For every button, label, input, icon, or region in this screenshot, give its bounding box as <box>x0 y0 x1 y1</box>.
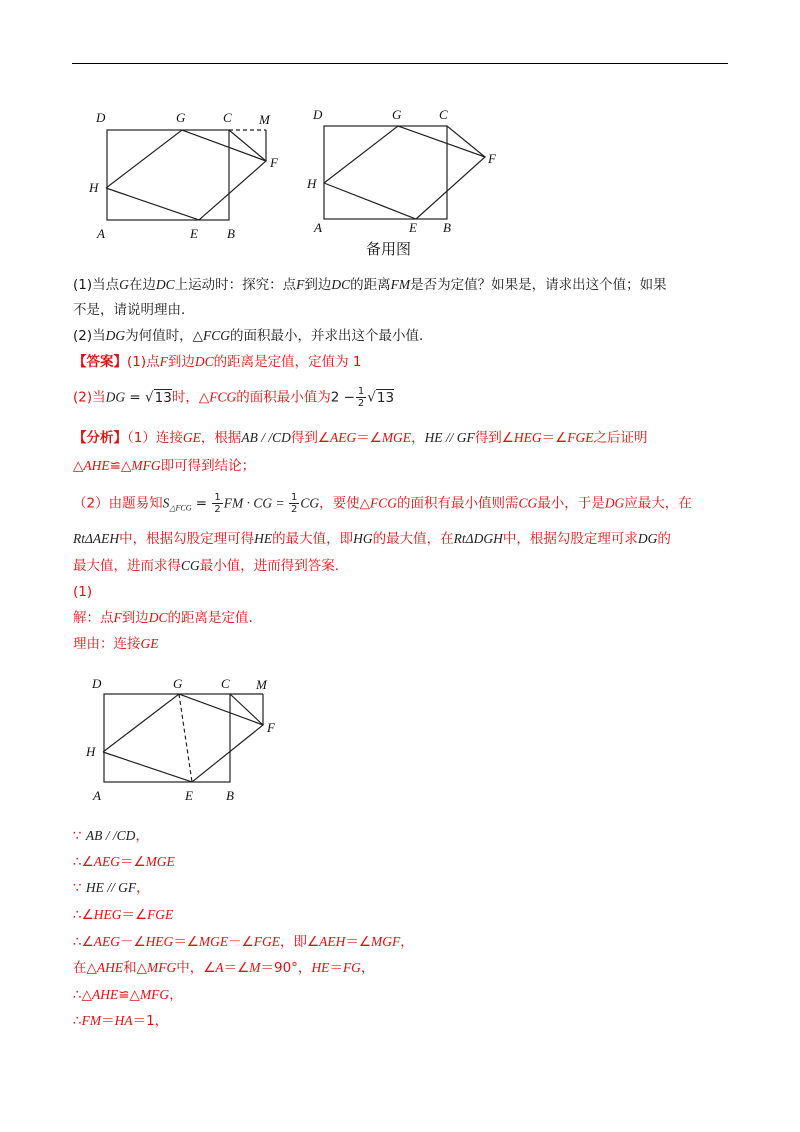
label-f: F <box>270 155 278 170</box>
figure-1 <box>85 105 295 245</box>
question-1-line-2: 不是，请说明理由. <box>73 302 186 318</box>
parallelogram-hgfe <box>324 126 485 219</box>
solution-part-label: (1) <box>73 584 93 600</box>
solution-line-2: 理由：连接GE <box>73 636 159 652</box>
label-d: D <box>96 110 106 125</box>
solution-line-1: 解：点F到边DC的距离是定值. <box>73 610 253 626</box>
figure-1-diagram <box>85 105 295 245</box>
header-rule <box>72 63 728 64</box>
dashed-ge <box>179 694 192 782</box>
label-f: F <box>267 720 275 735</box>
answer-bracket: 【答案】 <box>73 354 127 370</box>
analysis-line-3: （2）由题易知$S_{\triangle FCG}$ = $\frac{1}{2}$ FM · CG = $\frac{1}{2}$ CG，要使△FCG的面积有最小值则需CG最小，于是DG应最大，在 <box>73 492 692 515</box>
question-2: (2)当DG为何值时，△FCG的面积最小，并求出这个最小值. <box>73 328 424 344</box>
figure-caption: 备用图 <box>366 240 412 258</box>
figure-2-diagram <box>305 100 515 260</box>
proof-step-8: ∴FM＝HA＝1， <box>73 1013 169 1029</box>
label-d: D <box>92 676 102 691</box>
label-e: E <box>185 788 193 803</box>
analysis-bracket: 【分析】 <box>73 430 127 446</box>
figure-3-diagram <box>80 672 290 812</box>
proof-step-2: ∴∠AEG＝∠MGE <box>73 854 175 870</box>
label-e: E <box>409 220 417 235</box>
answer-1: 【答案】(1)点F到边DC的距离是定值，定值为 1 <box>73 354 362 370</box>
segment-cf <box>230 694 263 725</box>
label-m: M <box>259 112 270 127</box>
label-f: F <box>488 151 496 166</box>
label-d: D <box>313 107 323 122</box>
label-g: G <box>173 676 183 691</box>
question-1-line-1: (1)当点G在边DC上运动时：探究：点F到边DC的距离FM是否为定值？如果是，请求出这个值；如果 <box>73 277 667 293</box>
label-b: B <box>227 226 235 241</box>
segment-cf <box>447 126 485 157</box>
rectangle-abcd <box>107 130 229 220</box>
proof-step-4: ∴∠HEG＝∠FGE <box>73 907 174 923</box>
label-a: A <box>93 788 101 803</box>
label-b: B <box>226 788 234 803</box>
label-a: A <box>97 226 105 241</box>
proof-step-5: ∴∠AEG－∠HEG＝∠MGE－∠FGE，即∠AEH＝∠MGF， <box>73 934 414 950</box>
label-g: G <box>392 107 402 122</box>
analysis-line-2: △AHE≌△MFG即可得到结论； <box>73 458 256 474</box>
label-c: C <box>439 107 448 122</box>
proof-step-1: ∵ AB / /CD， <box>73 828 149 844</box>
analysis-line-1: 【分析】（1）连接GE，根据AB / /CD得到∠AEG＝∠MGE，HE // GF得到∠HEG＝∠FGE之后证明 <box>73 430 648 446</box>
label-e: E <box>190 226 198 241</box>
label-b: B <box>443 220 451 235</box>
analysis-line-4: RtΔAEH中，根据勾股定理可得HE的最大值，即HG的最大值，在RtΔDGH中，根据勾股定理可求DG的 <box>73 531 671 547</box>
figure-2 <box>305 100 515 260</box>
label-m: M <box>256 677 267 692</box>
label-c: C <box>223 110 232 125</box>
analysis-line-5: 最大值，进而求得CG最小值，进而得到答案. <box>73 558 340 574</box>
parallelogram-hgfe <box>106 130 266 220</box>
label-h: H <box>89 180 99 195</box>
proof-step-7: ∴△AHE≌△MFG， <box>73 987 183 1003</box>
label-h: H <box>86 744 96 759</box>
label-h: H <box>307 176 317 191</box>
fraction-one-half: $\frac{1}{2}$ <box>357 386 365 409</box>
proof-step-3: ∵ HE // GF， <box>73 880 150 896</box>
rectangle-abcd <box>324 126 447 219</box>
label-c: C <box>221 676 230 691</box>
label-g: G <box>176 110 186 125</box>
figure-3 <box>80 672 290 812</box>
parallelogram-hgfe <box>103 694 263 782</box>
label-a: A <box>314 220 322 235</box>
answer-2: (2)当DG = √13时，△FCG的面积最小值为2 − $\frac{1}{2}$ √13 <box>73 386 395 409</box>
segment-cf <box>229 130 266 161</box>
proof-step-6: 在△AHE和△MFG中，∠A＝∠M＝90°，HE＝FG， <box>73 960 375 976</box>
rectangle-abcd <box>104 694 230 782</box>
